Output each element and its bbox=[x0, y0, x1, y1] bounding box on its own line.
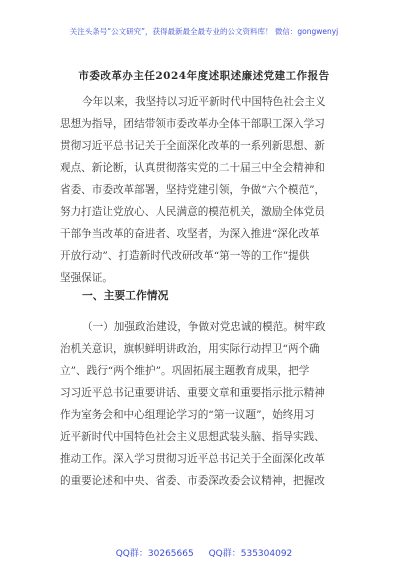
paragraph-line: 干部争当改革的奋进者、攻坚者，为深入推进“深化改革 bbox=[60, 228, 320, 240]
paragraph-line: 今年以来，我坚持以习近平新时代中国特色社会主义 bbox=[82, 96, 326, 108]
paragraph-line: 观点、新论断，认真贯彻落实党的二十届三中全会精神和 bbox=[60, 162, 325, 174]
document-title: 市委改革办主任2024年度述职述廉述党建工作报告 bbox=[78, 70, 330, 82]
paragraph-line: 近平新时代中国特色社会主义思想武装头脑、指导实践、 bbox=[60, 431, 325, 443]
promo-banner: 关注头条号“公文研究”，获得最新最全最专业的公文资料库！ 微信：gongwenyj bbox=[69, 27, 339, 36]
paragraph-line: 习习近平总书记重要讲话、重要文章和重要指示批示精神 bbox=[60, 387, 325, 399]
section-heading: 一、主要工作情况 bbox=[82, 289, 169, 302]
footer bbox=[0, 546, 408, 559]
paragraph-line: 治机关意识，旗帜鲜明讲政治，用实际行动捍卫“两个确 bbox=[60, 343, 320, 355]
paragraph-line: 努力打造让党放心、人民满意的模范机关，激励全体党员 bbox=[60, 206, 325, 218]
paragraph-line: 省委、市委改革部署，坚持党建引领，争做“六个模范”， bbox=[60, 184, 326, 196]
intro-paragraph bbox=[60, 91, 350, 289]
paragraph-line: 坚强保证。 bbox=[60, 272, 113, 284]
paragraph-line: 推动工作。深入学习贯彻习近平总书记关于全面深化改革 bbox=[60, 453, 325, 465]
paragraph-line: （一）加强政治建设，争做对党忠诚的模范。树牢政 bbox=[82, 321, 326, 333]
paragraph-line: 开放行动”、打造新时代改研改革“第一等的工作”提供 bbox=[60, 250, 310, 262]
paragraph-line: 作为室务会和中心组理论学习的“第一议题”，始终用习 bbox=[60, 409, 315, 421]
paragraph-line: 思想为指导，团结带领市委改革办全体干部职工深入学习 bbox=[60, 118, 325, 130]
footer-qq-group-2: QQ群：535304092 bbox=[208, 549, 293, 559]
footer-qq-group-1: QQ群：30265665 bbox=[115, 549, 194, 559]
paragraph-line: 立”、践行“两个维护”。巩固拓展主题教育成果，把学 bbox=[60, 365, 310, 377]
section-paragraph bbox=[60, 316, 350, 492]
paragraph-line: 贯彻习近平总书记关于全面深化改革的一系列新思想、新 bbox=[60, 140, 325, 152]
paragraph-line: 的重要论述和中央、省委、市委深改委会议精神，把握改 bbox=[60, 475, 325, 487]
